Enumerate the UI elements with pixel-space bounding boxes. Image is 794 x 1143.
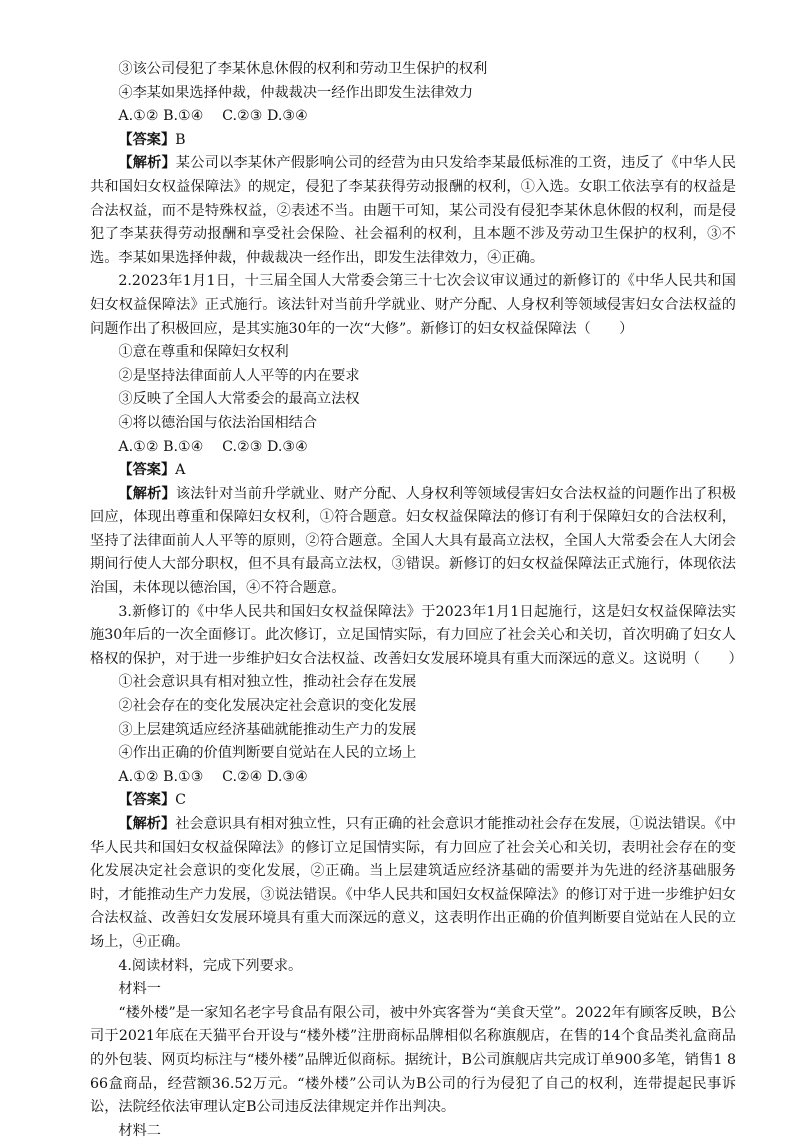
q3-option-4: ④作出正确的价值判断要自觉站在人民的立场上	[118, 745, 417, 762]
q4-material2-title: 材料二	[118, 1122, 161, 1139]
analysis-label: 【解析】	[118, 816, 176, 832]
q1-analysis	[90, 152, 736, 270]
answer-label: 【答案】	[118, 462, 176, 479]
answer-value: B	[175, 131, 186, 148]
q1-option-4: ④李某如果选择仲裁，仲裁裁决一经作出即发生法律效力	[118, 84, 474, 101]
q3-answer	[90, 789, 736, 813]
q4-stem: 4.阅读材料，完成下列要求。	[118, 957, 303, 974]
document-page	[90, 58, 743, 1143]
answer-label: 【答案】	[118, 792, 176, 809]
q2-option-3: ③反映了全国人大常委会的最高立法权	[118, 391, 360, 408]
q3-stem: 3.新修订的《中华人民共和国妇女权益保障法》于2023年1月1日起施行，这是妇女权益保障法实施30年后的一次全面修订。此次修订，立足国情实际，有力回应了社会关心和关切，首次明确了妇女人格权的保护，对于进一步维护妇女合法权益、改善妇女发展环境具有重大而深远的意义。这说明（ ）	[90, 603, 743, 667]
q1-choices: A.①② B.①④ C.②③ D.③④	[118, 108, 308, 125]
answer-value: C	[175, 792, 187, 809]
q3-analysis	[90, 813, 736, 955]
analysis-text: 社会意识具有相对独立性，只有正确的社会意识才能推动社会存在发展，①说法错误。《中华人民共和国妇女权益保障法》的修订立足国情实际，有力回应了社会关心和关切，表明社会存在的变化发展决定社会意识的变化发展，②正确。当上层建筑适应经济基础的需要并为先进的经济基础服务时，才能推动生产力发展，③说法错误。《中华人民共和国妇女权益保障法》的修订对于进一步维护妇女合法权益、改善妇女发展环境具有重大而深远的意义，这表明作出正确的价值判断要自觉站在人民的立场上，④正确。	[90, 816, 736, 950]
q1-option-3: ③该公司侵犯了李某休息休假的权利和劳动卫生保护的权利	[118, 61, 488, 77]
q2-option-4: ④将以德治国与依法治国相结合	[118, 414, 318, 431]
q1-answer	[90, 129, 736, 153]
q3-option-2: ②社会存在的变化发展决定社会意识的变化发展	[118, 698, 417, 715]
q2-choices: A.①② B.①④ C.②③ D.③④	[118, 438, 308, 455]
q2-option-2: ②是坚持法律面前人人平等的内在要求	[118, 367, 360, 384]
q2-analysis	[90, 483, 736, 601]
q3-choices: A.①② B.①③ C.②④ D.③④	[118, 768, 308, 785]
q4-material1-text: “楼外楼”是一家知名老字号食品有限公司，被中外宾客誉为“美食天堂”。2022年有顾客反映，B公司于2021年底在天猫平台开设与“楼外楼”注册商标品牌相似名称旗舰店，在售的14个食品类礼盒商品的外包装、网页均标注与“楼外楼”品牌近似商标。据统计，B公司旗舰店共完成订单900多笔，销售1 866盒商品，经营额36.52万元。“楼外楼”公司认为B公司的行为侵犯了自己的权利，连带提起民事诉讼，法院经依法审理认定B公司违反法律规定并作出判决。	[90, 1004, 736, 1116]
q4-material1-title: 材料一	[118, 981, 161, 998]
analysis-text: 某公司以李某休产假影响公司的经营为由只发给李某最低标准的工资，违反了《中华人民共和国妇女权益保障法》的规定，侵犯了李某获得劳动报酬的权利，①入选。女职工依法享有的权益是合法权益，而不是特殊权益，②表述不当。由题干可知，某公司没有侵犯李某休息休假的权利，而是侵犯了李某获得劳动报酬和享受社会保险、社会福利的权利，且本题不涉及劳动卫生保护的权利，③不选。李某如果选择仲裁，仲裁裁决一经作出，即发生法律效力，④正确。	[90, 155, 736, 266]
q3-option-3: ③上层建筑适应经济基础就能推动生产力的发展	[118, 721, 417, 738]
q2-option-1: ①意在尊重和保障妇女权利	[118, 344, 289, 361]
analysis-label: 【解析】	[118, 485, 176, 502]
q3-option-1: ①社会意识具有相对独立性，推动社会存在发展	[118, 674, 417, 691]
answer-value: A	[175, 462, 186, 479]
answer-label: 【答案】	[118, 131, 176, 148]
q2-answer	[90, 459, 736, 483]
analysis-text: 该法针对当前升学就业、财产分配、人身权利等领域侵害妇女合法权益的问题作出了积极回应，体现出尊重和保障妇女权利，①符合题意。妇女权益保障法的修订有利于保障妇女的合法权利，坚持了法律面前人人平等的原则，②符合题意。全国人大具有最高立法权，全国人大常委会在人大闭会期间行使人大部分职权，但不具有最高立法权，③错误。新修订的妇女权益保障法正式施行，体现依法治国，未体现以德治国，④不符合题意。	[90, 485, 736, 597]
q2-stem: 2.2023年1月1日，十三届全国人大常委会第三十七次会议审议通过的新修订的《中华人民共和国妇女权益保障法》正式施行。该法针对当前升学就业、财产分配、人身权利等领域侵害妇女合法权益的问题作出了积极回应，是其实施30年的一次“大修”。新修订的妇女权益保障法（ ）	[90, 273, 736, 337]
analysis-label: 【解析】	[118, 155, 176, 172]
